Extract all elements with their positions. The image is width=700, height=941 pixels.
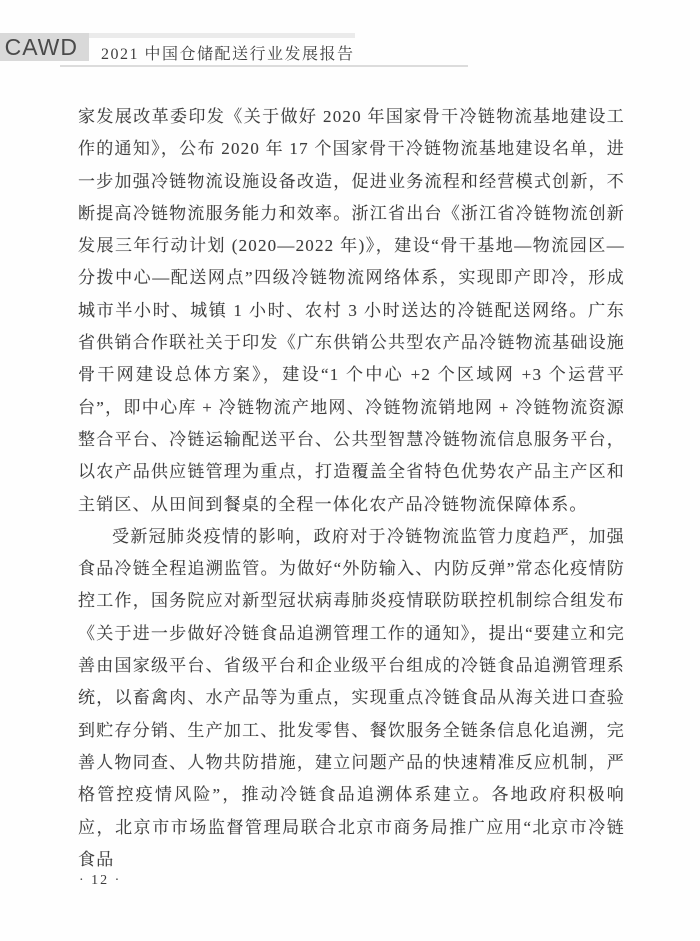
cawd-logo-box: [0, 33, 89, 61]
page-number: · 12 ·: [79, 873, 122, 888]
body-paragraph: 家发展改革委印发《关于做好 2020 年国家骨干冷链物流基地建设工作的通知》，公布 2020 年 17 个国家骨干冷链物流基地建设名单，进一步加强冷链物流设施设备改造，促进业务流程和经营模式创新，不断提高冷链物流服务能力和效率。浙江省出台《浙江省冷链物流创新发展三年行动计划 (2020—2022 年)》，建设“骨干基地—物流园区—分拨中心—配送网点”四级冷链物流网络体系，实现即产即冷，形成城市半小时、城镇 1 小时、农村 3 小时送达的冷链配送网络。广东省供销合作联社关于印发《广东供销公共型农产品冷链物流基础设施骨干网建设总体方案》，建设“1 个中心 +2 个区域网 +3 个运营平台”，即中心库 + 冷链物流产地网、冷链物流销地网 + 冷链物流资源整合平台、冷链运输配送平台、公共型智慧冷链物流信息服务平台，以农产品供应链管理为重点，打造覆盖全省特色优势农产品主产区和主销区、从田间到餐桌的全程一体化农产品冷链物流保障体系。: [78, 107, 625, 514]
header-underline: [60, 65, 468, 67]
body-paragraph: 受新冠肺炎疫情的影响，政府对于冷链物流监管力度趋严，加强食品冷链全程追溯监管。为做好“外防输入、内防反弹”常态化疫情防控工作，国务院应对新型冠状病毒肺炎疫情联防联控机制综合组发布《关于进一步做好冷链食品追溯管理工作的通知》，提出“要建立和完善由国家级平台、省级平台和企业级平台组成的冷链食品追溯管理系统，以畜禽肉、水产品等为重点，实现重点冷链食品从海关进口查验到贮存分销、生产加工、批发零售、餐饮服务全链条信息化追溯，完善人物同查、人物共防措施，建立问题产品的快速精准反应机制，严格管控疫情风险”，推动冷链食品追溯体系建立。各地政府积极响应，北京市市场监督管理局联合北京市商务局推广应用“北京市冷链食品: [78, 526, 625, 869]
header-strip-decoration: [89, 33, 355, 38]
document-body: [78, 101, 625, 876]
cawd-logo: CAWD: [4, 33, 78, 60]
report-header-title: 2021 中国仓储配送行业发展报告: [101, 46, 355, 63]
